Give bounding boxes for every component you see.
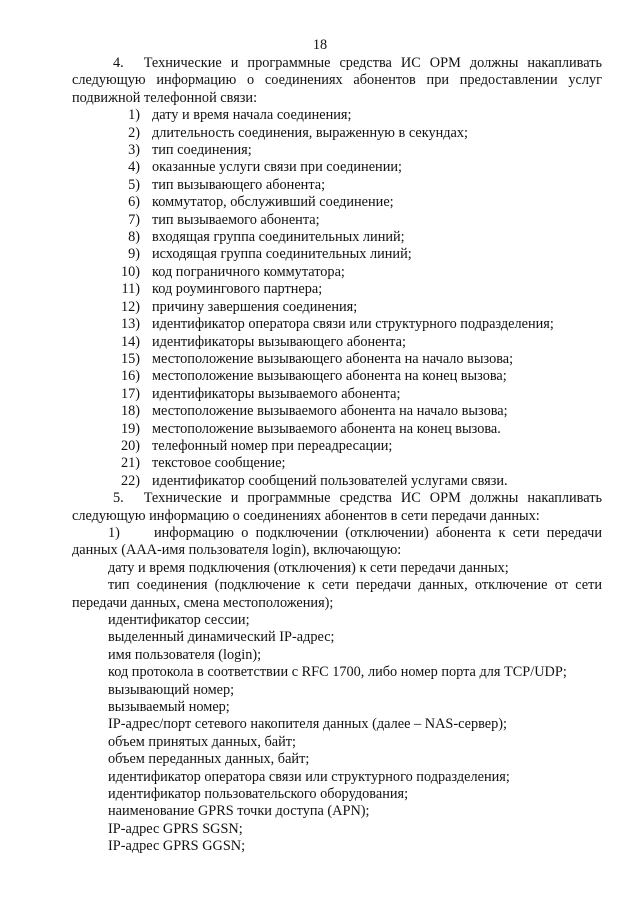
para5-line1: 5. Технические и программные средства ИС ОРМ должны накапливать — [113, 490, 602, 507]
list-item-text: телефонный номер при переадресации; — [152, 437, 393, 454]
detail-line: IP-адрес GPRS GGSN; — [108, 838, 246, 855]
detail-line: идентификатор оператора связи или структурного подразделения; — [108, 768, 510, 785]
sub1-line2: данных (AAA-имя пользователя login), включающую: — [72, 542, 402, 559]
list-item-number: 22) — [120, 472, 140, 489]
detail-line: объем переданных данных, байт; — [108, 751, 310, 768]
detail-line: идентификатор пользовательского оборудования; — [108, 786, 409, 803]
detail-line: код протокола в соответствии с RFC 1700, либо номер порта для TCP/UDP; — [108, 664, 567, 681]
list-item — [72, 299, 602, 316]
detail-line: дату и время подключения (отключения) к сети передачи данных; — [108, 559, 509, 576]
detail-line: IP-адрес/порт сетевого накопителя данных (далее – NAS-сервер); — [108, 716, 508, 733]
list-item-text: местоположение вызываемого абонента на конец вызова. — [152, 420, 501, 437]
list-item-text: код роумингового партнера; — [152, 281, 323, 298]
detail-line: вызывающий номер; — [108, 681, 235, 698]
list-item-number: 18) — [120, 403, 140, 420]
list-item-number: 6) — [128, 194, 140, 211]
list-item-number: 20) — [120, 437, 140, 454]
list-item — [72, 386, 602, 403]
list-item-text: оказанные услуги связи при соединении; — [152, 159, 402, 176]
list-item — [72, 334, 602, 351]
list-item — [72, 316, 602, 333]
list-item-number: 19) — [120, 420, 140, 437]
page-number: 18 — [312, 37, 328, 53]
detail-line: тип соединения (подключение к сети передачи данных, отключение от сети — [108, 577, 602, 594]
list-item-number: 9) — [128, 246, 140, 263]
list-item-number: 3) — [128, 142, 140, 159]
list-item-text: дату и время начала соединения; — [152, 107, 352, 124]
list-item-number: 4) — [128, 159, 140, 176]
list-item-text: местоположение вызываемого абонента на начало вызова; — [152, 403, 508, 420]
detail-line: идентификатор сессии; — [108, 612, 250, 628]
list-item-text: код пограничного коммутатора; — [152, 263, 345, 280]
list-item-text: идентификатор оператора связи или структурного подразделения; — [152, 316, 554, 333]
list-item-number: 7) — [128, 211, 140, 228]
list-item-number: 17) — [120, 385, 140, 402]
list-item — [72, 212, 602, 229]
list-item-text: идентификаторы вызываемого абонента; — [152, 385, 401, 402]
list-item — [72, 438, 602, 455]
list-item-text: местоположение вызывающего абонента на конец вызова; — [152, 368, 507, 385]
list-item-number: 13) — [120, 316, 140, 333]
list-item — [72, 368, 602, 385]
list-item — [72, 455, 602, 472]
list-item-number: 21) — [120, 455, 140, 472]
sub1-number: 1) — [108, 524, 120, 541]
list-item — [72, 125, 602, 142]
list-item-text: входящая группа соединительных линий; — [152, 229, 405, 246]
detail-line: IP-адрес GPRS SGSN; — [108, 820, 243, 837]
list-item-number: 16) — [120, 368, 140, 385]
list-item — [72, 107, 602, 124]
list-item-text: текстовое сообщение; — [152, 455, 286, 472]
sub1-line1: 1) информацию о подключении (отключении) абонента к сети передачи — [108, 524, 602, 541]
list-item-number: 12) — [120, 298, 140, 315]
para4-number: 4. — [113, 55, 124, 71]
list-item-number: 14) — [120, 333, 140, 350]
list-item — [72, 229, 602, 246]
list-item — [72, 473, 602, 490]
list-item — [72, 142, 602, 159]
list-item — [72, 403, 602, 420]
list-item — [72, 421, 602, 438]
list-item-number: 5) — [128, 176, 140, 193]
list-item — [72, 194, 602, 211]
para4-line1: 4. Технические и программные средства ИС ОРМ должны накапливать — [113, 55, 602, 71]
numbered-list — [72, 107, 602, 490]
detail-line: имя пользователя (login); — [108, 646, 262, 663]
list-item-text: исходящая группа соединительных линий; — [152, 246, 412, 263]
list-item-text: длительность соединения, выраженную в секундах; — [152, 124, 468, 141]
list-item-text: тип вызываемого абонента; — [152, 211, 320, 228]
list-item-text: идентификаторы вызывающего абонента; — [152, 333, 406, 350]
detail-line: объем принятых данных, байт; — [108, 733, 296, 750]
list-item-text: местоположение вызывающего абонента на начало вызова; — [152, 350, 514, 367]
list-item-text: тип вызывающего абонента; — [152, 176, 326, 193]
list-item — [72, 177, 602, 194]
list-item-text: причину завершения соединения; — [152, 298, 358, 315]
list-item-number: 1) — [128, 107, 140, 124]
list-item — [72, 281, 602, 298]
list-item — [72, 351, 602, 368]
list-item-text: коммутатор, обслуживший соединение; — [152, 194, 394, 211]
detail-line: выделенный динамический IP-адрес; — [108, 629, 335, 646]
list-item — [72, 246, 602, 263]
detail-line: вызываемый номер; — [108, 699, 230, 716]
detail-line: передачи данных, смена местоположения); — [72, 594, 334, 611]
list-item-number: 2) — [128, 124, 140, 141]
para4-line2: следующую информацию о соединениях абонентов при предоставлении услуг — [72, 72, 602, 89]
list-item-number: 10) — [120, 263, 140, 280]
list-item — [72, 159, 602, 176]
list-item-number: 8) — [128, 229, 140, 246]
document-body — [72, 55, 602, 856]
para4-line3: подвижной телефонной связи: — [72, 89, 258, 106]
list-item-text: идентификатор сообщений пользователей услугами связи. — [152, 472, 508, 489]
list-item-number: 11) — [121, 281, 140, 298]
list-item — [72, 264, 602, 281]
detail-line: наименование GPRS точки доступа (APN); — [108, 803, 370, 820]
para5-line2: следующую информацию о соединениях абонентов в сети передачи данных: — [72, 507, 540, 524]
list-item-number: 15) — [120, 350, 140, 367]
list-item-text: тип соединения; — [152, 142, 252, 159]
para5-number: 5. — [113, 490, 124, 507]
